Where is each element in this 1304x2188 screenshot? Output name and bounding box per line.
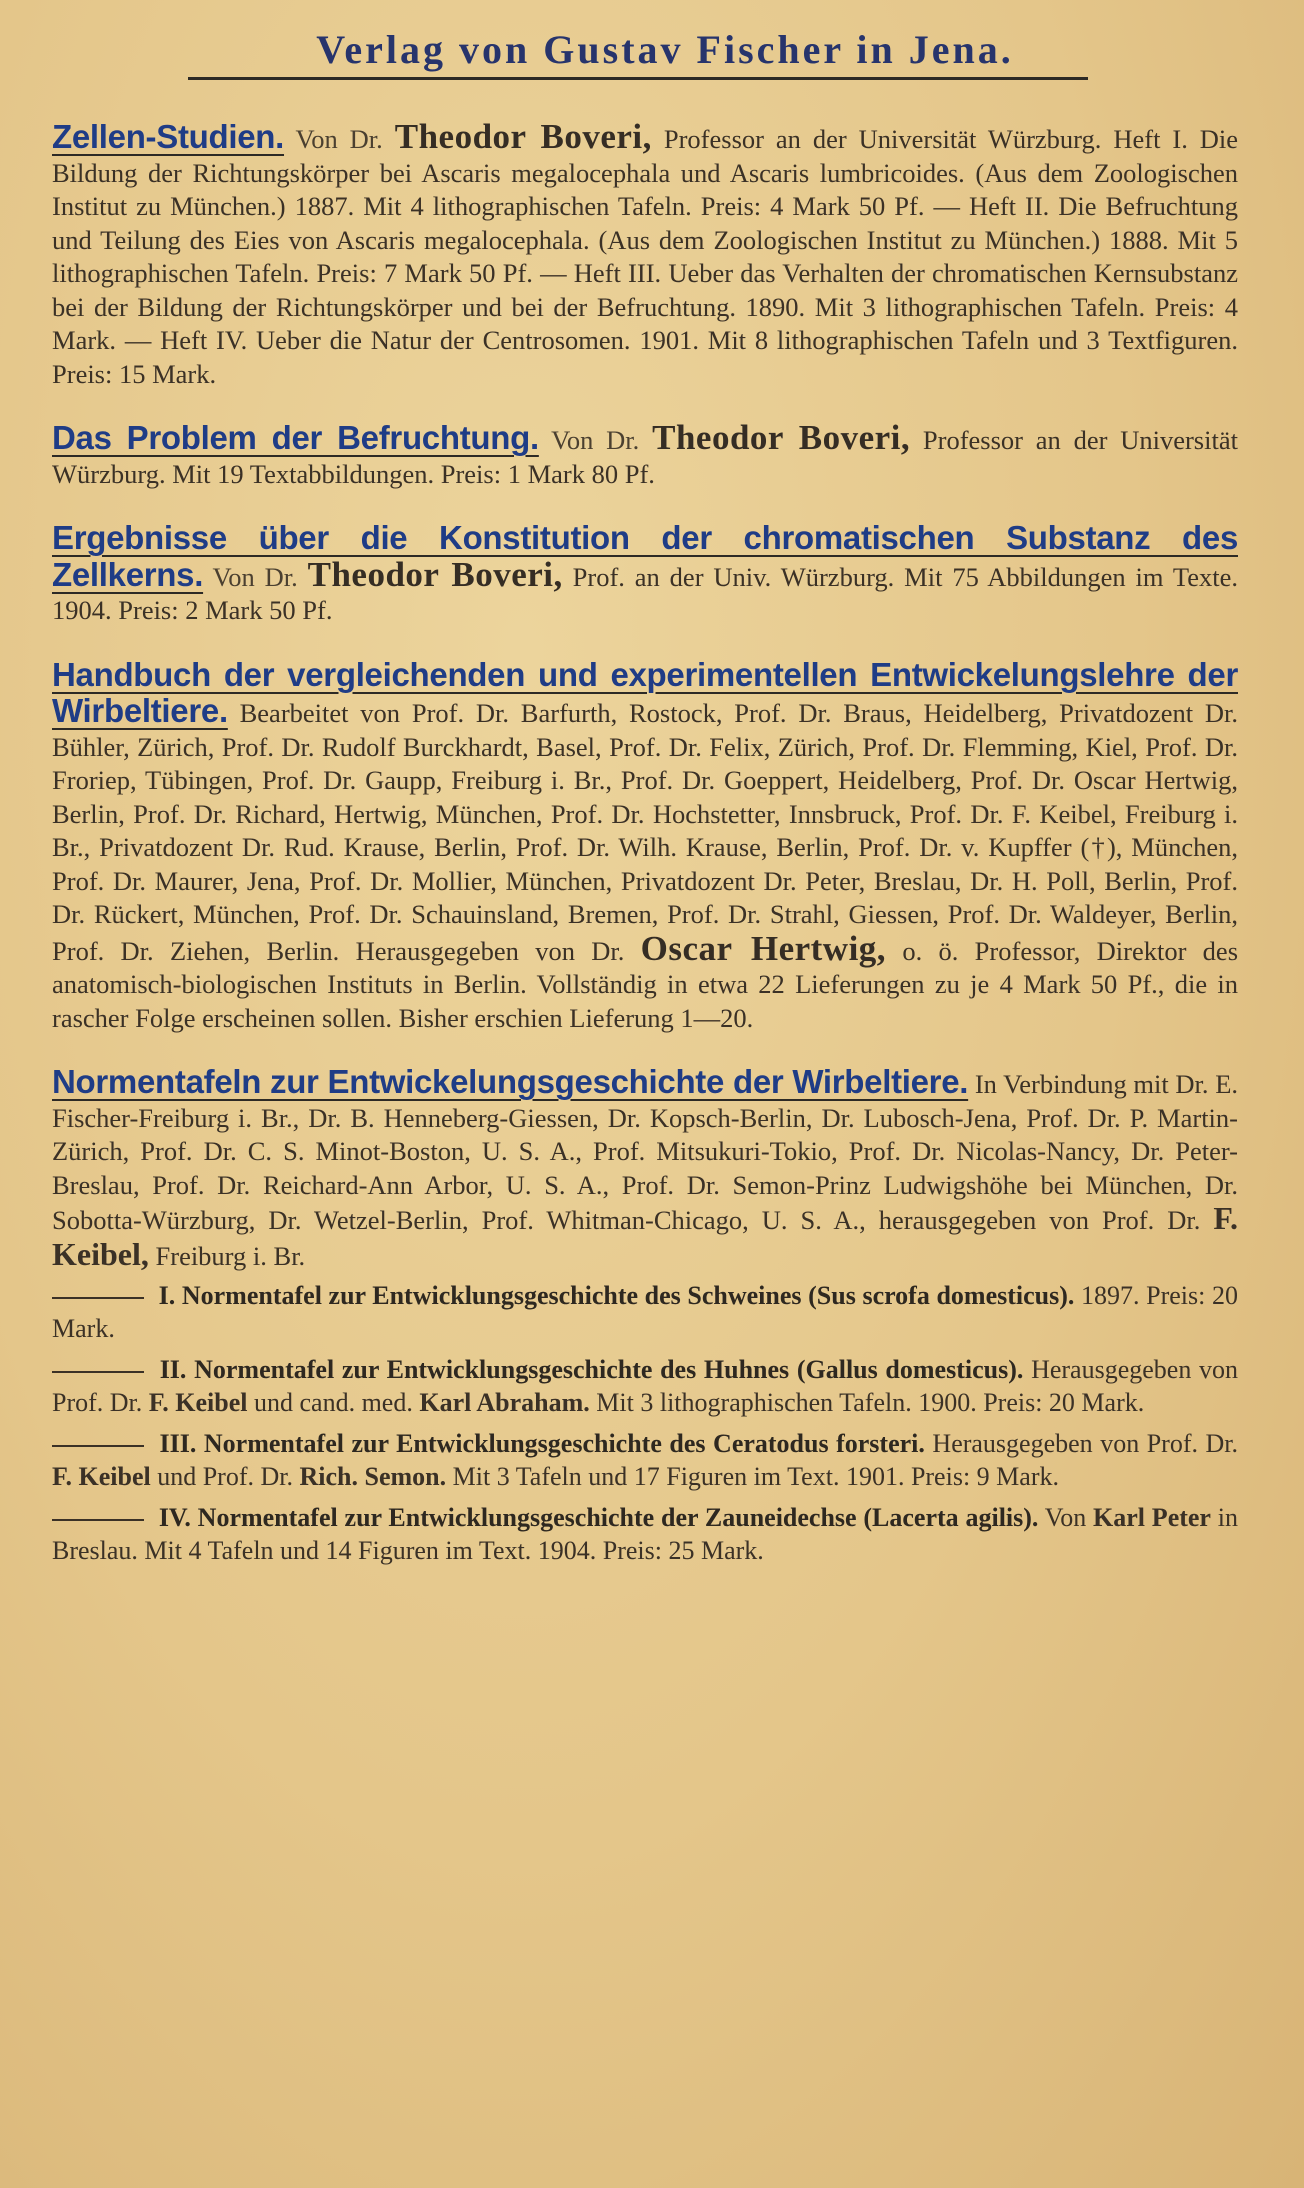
book-title: Zellen-Studien. (52, 118, 285, 155)
book-title: Handbuch der vergleichenden und experimentellen Entwickelungslehre der Wirbeltiere. (52, 655, 1238, 729)
subentry-name: Karl Peter (1093, 1503, 1211, 1532)
author-prefix: Von Dr. (551, 425, 640, 455)
subentry-text: in Breslau. Mit 4 Tafeln und 14 Figuren im Text. 1904. Preis: 25 Mark. (52, 1503, 1239, 1565)
subentry-title: I. Normentafel zur Entwicklungsgeschichte des Schweines (Sus scrofa domesticus). (158, 1281, 1075, 1310)
subentry-text: Herausgegeben von Prof. Dr. (932, 1429, 1239, 1458)
subentry-huhn (52, 1353, 1238, 1419)
subentry-name: F. Keibel (52, 1462, 151, 1491)
entry-normentafeln (52, 1065, 1238, 1273)
subentry-title: IV. Normentafel zur Entwicklungsgeschichte der Zauneidechse (Lacerta agilis). (158, 1503, 1039, 1532)
subentry-name: Karl Abraham. (419, 1388, 590, 1417)
book-title: Das Problem der Befruchtung. (52, 419, 539, 456)
editor-name: F. Keibel, (52, 1200, 1238, 1272)
author-name: Theodor Boveri, (307, 554, 563, 594)
subentry-text: Herausgegeben von Prof. Dr. (52, 1355, 1238, 1417)
book-title: Ergebnisse über die Konstitution der chromatischen Substanz des Zellkerns. (52, 519, 1238, 593)
dash-rule (52, 1519, 144, 1521)
subentry-zauneidechse (52, 1501, 1238, 1567)
book-description: Prof. an der Univ. Würzburg. Mit 75 Abbildungen im Texte. 1904. Preis: 2 Mark 50 Pf. (52, 561, 1239, 625)
subentry-schwein (52, 1279, 1238, 1345)
editor-location: Freiburg i. Br. (155, 1240, 306, 1271)
dash-rule (52, 1297, 144, 1299)
header-rule (188, 77, 1088, 80)
subentry-title: III. Normentafel zur Entwicklungsgeschichte des Ceratodus forsteri. (159, 1429, 925, 1458)
subentry-text: Von (1044, 1503, 1087, 1532)
subentry-text: und Prof. Dr. (157, 1462, 293, 1491)
contributors-list: Bearbeitet von Prof. Dr. Barfurth, Rostock, Prof. Dr. Braus, Heidelberg, Privatdozent Dr. Bühler, Zürich, Prof. Dr. Rudolf Burckhardt, Basel, Prof. Dr. Felix, Zürich, Prof. Dr. Flemming, Kiel, Prof. Dr. Froriep, Tübingen, Prof. Dr. Gaupp, Freiburg i. Br., Prof. Dr. Goeppert, Heidelberg, Prof. Dr. Oscar Hertwig, Berlin, Prof. Dr. Richard, Hertwig, München, Prof. Dr. Hochstetter, Innsbruck, Prof. Dr. F. Keibel, Freiburg i. Br., Privatdozent Dr. Rud. Krause, Berlin, Prof. Dr. Wilh. Krause, Berlin, Prof. Dr. v. Kupffer (†), München, Prof. Dr. Maurer, Jena, Prof. Dr. Mollier, München, Privatdozent Dr. Peter, Breslau, Dr. H. Poll, Berlin, Prof. Dr. Rückert, München, Prof. Dr. Schauinsland, Bremen, Prof. Dr. Strahl, Giessen, Prof. Dr. Waldeyer, Berlin, Prof. Dr. Ziehen, Berlin. Herausgegeben von Dr. (52, 698, 1238, 966)
book-title: Normentafeln zur Entwickelungsgeschichte der Wirbeltiere. (52, 1063, 969, 1100)
editor-name: Oscar Hertwig, (640, 928, 887, 968)
subentry-name: F. Keibel (148, 1388, 248, 1417)
entry-zellen-studien (52, 117, 1239, 391)
subentry-text: Mit 3 lithographischen Tafeln. 1900. Preis: 20 Mark. (596, 1388, 1145, 1417)
book-description: Professor an der Universität Würzburg. Mit 19 Textabbildungen. Preis: 1 Mark 80 Pf. (52, 425, 1238, 489)
dash-rule (52, 1371, 144, 1373)
contributors-list: In Verbindung mit Dr. E. Fischer-Freiburg i. Br., Dr. B. Henneberg-Giessen, Dr. Kopsch-Berlin, Dr. Lubosch-Jena, Prof. Dr. P. Martin-Zürich, Prof. Dr. C. S. Minot-Boston, U. S. A., Prof. Mitsukuri-Tokio, Prof. Dr. Nicolas-Nancy, Dr. Peter-Breslau, Prof. Dr. Reichard-Ann Arbor, U. S. A., Prof. Dr. Semon-Prinz Ludwigshöhe bei München, Dr. Sobotta-Würzburg, Dr. Wetzel-Berlin, Prof. Whitman-Chicago, U. S. A., herausgegeben von Prof. Dr. (52, 1069, 1239, 1235)
author-prefix: Von Dr. (212, 561, 298, 592)
subentry-title: II. Normentafel zur Entwicklungsgeschichte des Huhnes (Gallus domesticus). (159, 1355, 1024, 1384)
author-name: Theodor Boveri, (394, 117, 652, 156)
subentry-text: Mit 3 Tafeln und 17 Figuren im Text. 1901. Preis: 9 Mark. (452, 1462, 1059, 1491)
publisher-header: Verlag von Gustav Fischer in Jena. (316, 27, 1014, 72)
entry-handbuch (52, 655, 1239, 1036)
book-description: Professor an der Universität Würzburg. Heft I. Die Bildung der Richtungskörper bei Ascaris megalocephala und Ascaris lumbricoides. (Aus dem Zoologischen Institut zu München.) 1887. Mit 4 lithographischen Tafeln. Preis: 4 Mark 50 Pf. — Heft II. Die Befruchtung und Teilung des Eies von Ascaris megalocephala. (Aus dem Zoologischen Institut zu München.) 1888. Mit 5 lithographischen Tafeln. Preis: 7 Mark 50 Pf. — Heft III. Ueber das Verhalten der chromatischen Kernsubstanz bei der Bildung der Richtungskörper und bei der Befruchtung. 1890. Mit 3 lithographischen Tafeln. Preis: 4 Mark. — Heft IV. Ueber die Natur der Centrosomen. 1901. Mit 8 lithographischen Tafeln und 3 Textfiguren. Preis: 15 Mark. (52, 124, 1239, 389)
author-name: Theodor Boveri, (652, 418, 911, 457)
dash-rule (52, 1445, 144, 1447)
subentry-text: und cand. med. (254, 1388, 413, 1417)
entry-problem-befruchtung (52, 418, 1238, 491)
book-description: o. ö. Professor, Direktor des anatomisch-biologischen Instituts in Berlin. Vollständig in etwa 22 Lieferungen zu je 4 Mark 50 Pf., die in rascher Folge erscheinen sollen. Bisher erschien Lieferung 1—20. (52, 935, 1239, 1033)
entry-ergebnisse (52, 521, 1238, 628)
subentry-text: 1897. Preis: 20 Mark. (52, 1281, 1238, 1343)
subentry-name: Rich. Semon. (299, 1462, 447, 1491)
subentry-ceratodus (52, 1427, 1238, 1493)
author-prefix: Von Dr. (295, 124, 383, 154)
